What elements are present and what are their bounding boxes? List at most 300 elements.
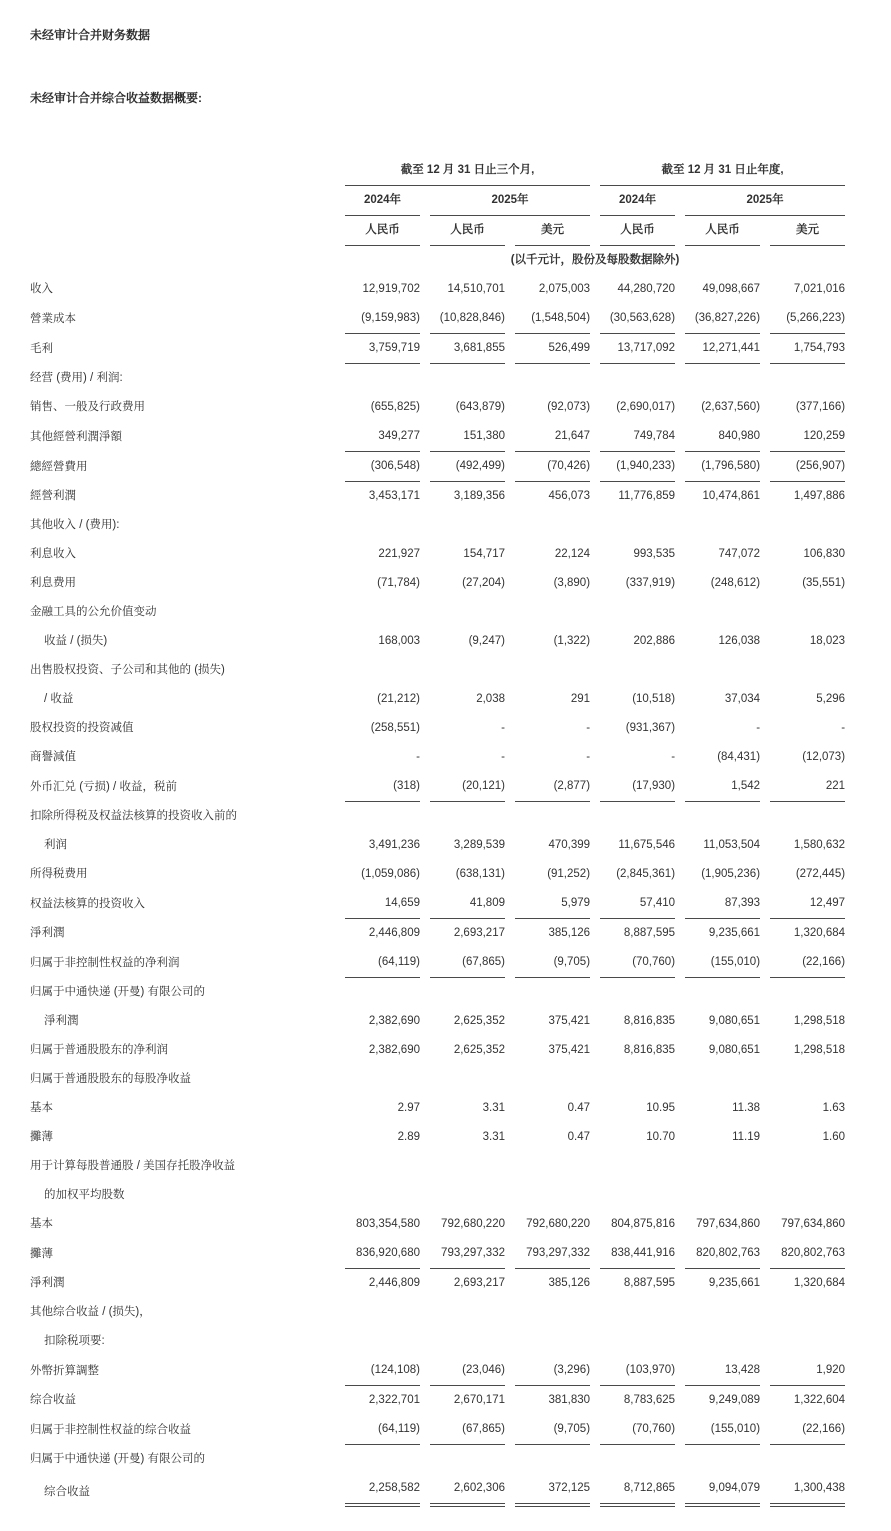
cell-value bbox=[345, 1445, 420, 1474]
cell-value: 3,491,236 bbox=[368, 839, 420, 851]
cell-value: 375,421 bbox=[548, 1044, 591, 1056]
cell-value: 349,277 bbox=[345, 422, 420, 452]
currency-header: 美元 bbox=[515, 216, 590, 246]
cell-value: 838,441,916 bbox=[600, 1239, 675, 1269]
cell-value: (258,551) bbox=[370, 722, 420, 734]
report-title: 未经审计合并财务数据 bbox=[30, 28, 151, 42]
cell-value: 2.97 bbox=[397, 1102, 420, 1114]
cell-value: - bbox=[501, 751, 505, 763]
row-label: 毛利 bbox=[30, 343, 53, 355]
cell-value: 154,717 bbox=[463, 548, 505, 560]
cell-value: (272,445) bbox=[795, 868, 846, 880]
cell-value: (71,784) bbox=[377, 577, 420, 589]
cell-value: (1,905,236) bbox=[701, 868, 761, 880]
cell-value: (1,548,504) bbox=[515, 304, 590, 334]
table-row bbox=[30, 1445, 845, 1474]
cell-value: 168,003 bbox=[378, 635, 420, 647]
cell-value: 1,497,886 bbox=[793, 490, 846, 502]
cell-value: (306,548) bbox=[345, 452, 420, 482]
cell-value: 385,126 bbox=[548, 927, 591, 939]
row-label: 其他综合收益 / (损失)， bbox=[30, 1306, 151, 1318]
cell-value bbox=[345, 1181, 420, 1210]
cell-value bbox=[770, 1065, 845, 1094]
cell-value: 1,322,604 bbox=[793, 1394, 846, 1406]
table-row bbox=[30, 393, 845, 422]
cell-value: 5,979 bbox=[515, 889, 590, 919]
cell-value bbox=[430, 364, 505, 393]
cell-value bbox=[685, 656, 760, 685]
cell-value bbox=[685, 364, 760, 393]
cell-value: (9,705) bbox=[515, 1415, 590, 1445]
cell-value: (256,907) bbox=[770, 452, 845, 482]
row-label: 淨利潤 bbox=[30, 1277, 65, 1289]
cell-value: 106,830 bbox=[803, 548, 846, 560]
cell-value bbox=[345, 1065, 420, 1094]
table-row bbox=[30, 772, 845, 802]
cell-value: 22,124 bbox=[554, 548, 591, 560]
table-row bbox=[30, 1386, 845, 1415]
table-row bbox=[30, 1007, 845, 1036]
cell-value: 8,887,595 bbox=[623, 927, 676, 939]
cell-value bbox=[515, 656, 590, 685]
cell-value bbox=[770, 1298, 845, 1327]
cell-value bbox=[600, 1181, 675, 1210]
cell-value: (638,131) bbox=[455, 868, 505, 880]
cell-value: - bbox=[671, 751, 676, 763]
cell-value: 797,634,860 bbox=[781, 1218, 846, 1230]
cell-value bbox=[685, 1298, 760, 1327]
cell-value bbox=[430, 656, 505, 685]
cell-value: 381,830 bbox=[548, 1394, 591, 1406]
cell-value bbox=[515, 1181, 590, 1210]
cell-value: (931,367) bbox=[625, 722, 676, 734]
table-row bbox=[30, 685, 845, 714]
cell-value bbox=[515, 1445, 590, 1474]
row-label: 利息费用 bbox=[30, 577, 76, 589]
cell-value: (1,796,580) bbox=[685, 452, 760, 482]
cell-value: (103,970) bbox=[600, 1356, 675, 1386]
cell-value: (17,930) bbox=[600, 772, 675, 802]
cell-value: 2,625,352 bbox=[453, 1044, 505, 1056]
cell-value: 1,920 bbox=[770, 1356, 845, 1386]
table-row bbox=[30, 1152, 845, 1181]
cell-value: 10.95 bbox=[646, 1102, 676, 1114]
cell-value: 2,693,217 bbox=[453, 927, 505, 939]
table-row bbox=[30, 919, 845, 948]
cell-value: (2,637,560) bbox=[701, 401, 761, 413]
cell-value: 9,080,651 bbox=[708, 1015, 761, 1027]
table-row bbox=[30, 1181, 845, 1210]
cell-value: 44,280,720 bbox=[617, 283, 676, 295]
cell-value: 1,754,793 bbox=[770, 334, 845, 364]
cell-value: 9,235,661 bbox=[708, 1277, 761, 1289]
cell-value: (248,612) bbox=[710, 577, 761, 589]
year-group-header: 截至 12 月 31 日止年度, bbox=[600, 156, 845, 186]
cell-value: 1,300,438 bbox=[770, 1474, 845, 1507]
cell-value bbox=[345, 802, 420, 831]
cell-value bbox=[600, 978, 675, 1007]
cell-value bbox=[600, 1152, 675, 1181]
cell-value: 11,776,859 bbox=[618, 490, 676, 502]
cell-value: - bbox=[756, 722, 761, 734]
table-row bbox=[30, 482, 845, 511]
cell-value: 2,693,217 bbox=[453, 1277, 505, 1289]
cell-value: 57,410 bbox=[600, 889, 675, 919]
cell-value: 2,382,690 bbox=[368, 1015, 420, 1027]
cell-value: 87,393 bbox=[685, 889, 760, 919]
cell-value bbox=[770, 978, 845, 1007]
cell-value: (92,073) bbox=[547, 401, 591, 413]
cell-value: 2,258,582 bbox=[345, 1474, 420, 1507]
cell-value: 2,038 bbox=[476, 693, 505, 705]
row-label: 归属于中通快递 (开曼) 有限公司的 bbox=[30, 986, 206, 998]
cell-value: 456,073 bbox=[548, 490, 591, 502]
cell-value bbox=[430, 511, 505, 540]
cell-value: 3,189,356 bbox=[453, 490, 505, 502]
cell-value bbox=[345, 598, 420, 627]
cell-value: (377,166) bbox=[795, 401, 846, 413]
cell-value: 0.47 bbox=[567, 1102, 591, 1114]
row-label: 出售股权投资、子公司和其他的 (损失) bbox=[30, 664, 225, 676]
cell-value bbox=[430, 1065, 505, 1094]
cell-value: (124,108) bbox=[345, 1356, 420, 1386]
cell-value: 793,297,332 bbox=[515, 1239, 590, 1269]
cell-value: - bbox=[416, 751, 420, 763]
cell-value bbox=[770, 802, 845, 831]
cell-value: 3,681,855 bbox=[430, 334, 505, 364]
table-row bbox=[30, 656, 845, 685]
row-label: 淨利潤 bbox=[30, 927, 65, 939]
cell-value bbox=[430, 1327, 505, 1356]
cell-value: 5,296 bbox=[816, 693, 846, 705]
cell-value: 526,499 bbox=[515, 334, 590, 364]
row-label: 經營利潤 bbox=[30, 490, 76, 502]
cell-value: 202,886 bbox=[633, 635, 676, 647]
cell-value bbox=[600, 1445, 675, 1474]
cell-value: - bbox=[841, 722, 846, 734]
cell-value: 8,712,865 bbox=[600, 1474, 675, 1507]
currency-header: 人民币 bbox=[345, 216, 420, 246]
cell-value: 126,038 bbox=[718, 635, 761, 647]
year-header-fy-2025: 2025年 bbox=[685, 186, 845, 216]
cell-value: (492,499) bbox=[430, 452, 505, 482]
cell-value: (2,845,361) bbox=[616, 868, 676, 880]
cell-value bbox=[345, 978, 420, 1007]
row-label: 淨利潤 bbox=[44, 1015, 79, 1027]
cell-value: (1,322) bbox=[553, 635, 591, 647]
cell-value: (70,760) bbox=[600, 948, 675, 978]
cell-value bbox=[515, 598, 590, 627]
cell-value bbox=[600, 656, 675, 685]
table-row bbox=[30, 627, 845, 656]
cell-value: (36,827,226) bbox=[685, 304, 760, 334]
cell-value: 1,320,684 bbox=[793, 927, 846, 939]
cell-value: 151,380 bbox=[430, 422, 505, 452]
cell-value: 2,446,809 bbox=[368, 1277, 420, 1289]
cell-value: 11,675,546 bbox=[618, 839, 676, 851]
units-note: (以千元计，股份及每股数据除外) bbox=[510, 254, 680, 266]
table-row bbox=[30, 275, 845, 304]
cell-value bbox=[515, 802, 590, 831]
row-label: 基本 bbox=[30, 1102, 53, 1114]
cell-value bbox=[430, 1152, 505, 1181]
row-label: 的加权平均股数 bbox=[44, 1189, 125, 1201]
table-row bbox=[30, 598, 845, 627]
row-label: 收入 bbox=[30, 283, 53, 295]
cell-value: 291 bbox=[570, 693, 591, 705]
table-row bbox=[30, 860, 845, 889]
cell-value bbox=[685, 802, 760, 831]
row-label: 商譽減值 bbox=[30, 751, 76, 763]
cell-value: (67,865) bbox=[430, 948, 505, 978]
cell-value: 792,680,220 bbox=[441, 1218, 505, 1230]
table-row bbox=[30, 1474, 845, 1507]
cell-value: 3,289,539 bbox=[453, 839, 505, 851]
cell-value: 747,072 bbox=[718, 548, 761, 560]
cell-value: - bbox=[586, 751, 591, 763]
group-header-row bbox=[30, 156, 845, 186]
currency-header: 人民币 bbox=[600, 216, 675, 246]
row-label: 攤薄 bbox=[30, 1131, 53, 1143]
spacer-cell bbox=[30, 156, 335, 186]
cell-value: 3,453,171 bbox=[368, 490, 420, 502]
cell-value: (22,166) bbox=[770, 948, 845, 978]
cell-value: 13,428 bbox=[685, 1356, 760, 1386]
cell-value: 803,354,580 bbox=[356, 1218, 420, 1230]
cell-value: 470,399 bbox=[548, 839, 591, 851]
cell-value: (643,879) bbox=[455, 401, 505, 413]
table-row bbox=[30, 304, 845, 334]
cell-value: (5,266,223) bbox=[770, 304, 845, 334]
cell-value: (67,865) bbox=[430, 1415, 505, 1445]
cell-value bbox=[430, 802, 505, 831]
table-row bbox=[30, 511, 845, 540]
cell-value: (337,919) bbox=[625, 577, 676, 589]
table-row bbox=[30, 1123, 845, 1152]
year-header-row bbox=[30, 186, 845, 216]
cell-value: 221,927 bbox=[378, 548, 420, 560]
row-label: 归属于非控制性权益的综合收益 bbox=[30, 1424, 191, 1436]
table-row bbox=[30, 1036, 845, 1065]
cell-value bbox=[345, 1327, 420, 1356]
row-label: 归属于普通股股东的每股净收益 bbox=[30, 1073, 191, 1085]
cell-value bbox=[685, 1181, 760, 1210]
cell-value: 797,634,860 bbox=[696, 1218, 761, 1230]
cell-value: 221 bbox=[770, 772, 845, 802]
cell-value: 12,271,441 bbox=[685, 334, 760, 364]
cell-value: 3.31 bbox=[482, 1102, 505, 1114]
cell-value: (22,166) bbox=[770, 1415, 845, 1445]
row-label: 其他收入 / (费用): bbox=[30, 519, 120, 531]
cell-value: 10,474,861 bbox=[702, 490, 761, 502]
cell-value: 840,980 bbox=[685, 422, 760, 452]
cell-value bbox=[430, 598, 505, 627]
row-label: 利息收入 bbox=[30, 548, 76, 560]
cell-value: 7,021,016 bbox=[793, 283, 846, 295]
row-label: 综合收益 bbox=[30, 1394, 76, 1406]
cell-value: 10.70 bbox=[646, 1131, 676, 1143]
cell-value: (10,518) bbox=[632, 693, 676, 705]
cell-value: 372,125 bbox=[515, 1474, 590, 1507]
cell-value bbox=[345, 1152, 420, 1181]
cell-value: 1,298,518 bbox=[793, 1015, 846, 1027]
cell-value: (12,073) bbox=[802, 751, 846, 763]
row-label: 扣除税项要: bbox=[44, 1335, 105, 1347]
cell-value bbox=[345, 511, 420, 540]
cell-value: (2,877) bbox=[515, 772, 590, 802]
cell-value bbox=[685, 598, 760, 627]
cell-value bbox=[685, 978, 760, 1007]
cell-value: 2.89 bbox=[397, 1131, 420, 1143]
table-body bbox=[30, 275, 845, 1507]
year-header-q-2025: 2025年 bbox=[430, 186, 590, 216]
income-statement-table bbox=[20, 156, 855, 1507]
cell-value: 749,784 bbox=[600, 422, 675, 452]
cell-value: (9,247) bbox=[468, 635, 505, 647]
row-label: 销售、一般及行政费用 bbox=[30, 401, 145, 413]
cell-value: 8,783,625 bbox=[623, 1394, 676, 1406]
cell-value: 11,053,504 bbox=[703, 839, 761, 851]
cell-value: 2,322,701 bbox=[368, 1394, 420, 1406]
table-row bbox=[30, 1327, 845, 1356]
cell-value: (2,690,017) bbox=[616, 401, 676, 413]
cell-value bbox=[515, 1152, 590, 1181]
cell-value: 21,647 bbox=[515, 422, 590, 452]
row-label: 权益法核算的投资收入 bbox=[30, 898, 145, 910]
row-label: 金融工具的公允价值变动 bbox=[30, 606, 157, 618]
cell-value: 8,887,595 bbox=[623, 1277, 676, 1289]
cell-value: 13,717,092 bbox=[600, 334, 675, 364]
currency-header: 人民币 bbox=[685, 216, 760, 246]
row-label: 其他經營利潤淨額 bbox=[30, 431, 122, 443]
row-label: 用于计算每股普通股 / 美国存托股净收益 bbox=[30, 1160, 236, 1172]
cell-value: 14,659 bbox=[345, 889, 420, 919]
cell-value: 9,094,079 bbox=[685, 1474, 760, 1507]
cell-value: (84,431) bbox=[717, 751, 761, 763]
cell-value bbox=[770, 1327, 845, 1356]
row-label: 營業成本 bbox=[30, 313, 76, 325]
cell-value bbox=[600, 802, 675, 831]
cell-value: 0.47 bbox=[567, 1131, 591, 1143]
cell-value bbox=[600, 1298, 675, 1327]
cell-value bbox=[600, 364, 675, 393]
cell-value: 18,023 bbox=[809, 635, 846, 647]
table-row bbox=[30, 452, 845, 482]
table-row bbox=[30, 1415, 845, 1445]
cell-value: 1,320,684 bbox=[793, 1277, 846, 1289]
cell-value bbox=[515, 364, 590, 393]
cell-value: 2,625,352 bbox=[453, 1015, 505, 1027]
cell-value bbox=[515, 1298, 590, 1327]
table-row bbox=[30, 978, 845, 1007]
cell-value: 12,497 bbox=[770, 889, 845, 919]
cell-value: (1,940,233) bbox=[600, 452, 675, 482]
cell-value: 2,602,306 bbox=[430, 1474, 505, 1507]
row-label: / 收益 bbox=[44, 693, 74, 705]
cell-value: 9,235,661 bbox=[708, 927, 761, 939]
table-row bbox=[30, 802, 845, 831]
cell-value bbox=[515, 511, 590, 540]
spacer-cell bbox=[30, 246, 335, 275]
cell-value: (91,252) bbox=[547, 868, 591, 880]
table-row bbox=[30, 422, 845, 452]
table-row bbox=[30, 364, 845, 393]
spacer-cell bbox=[30, 186, 335, 216]
cell-value: (27,204) bbox=[462, 577, 505, 589]
cell-value bbox=[770, 1445, 845, 1474]
cell-value: 820,802,763 bbox=[770, 1239, 845, 1269]
cell-value: 2,382,690 bbox=[368, 1044, 420, 1056]
table-row bbox=[30, 1065, 845, 1094]
cell-value bbox=[770, 656, 845, 685]
cell-value: 1.63 bbox=[822, 1102, 846, 1114]
cell-value: 120,259 bbox=[770, 422, 845, 452]
table-row bbox=[30, 540, 845, 569]
cell-value bbox=[770, 364, 845, 393]
cell-value: 385,126 bbox=[548, 1277, 591, 1289]
cell-value: - bbox=[501, 722, 505, 734]
cell-value bbox=[430, 978, 505, 1007]
cell-value: 9,249,089 bbox=[708, 1394, 761, 1406]
cell-value: (155,010) bbox=[685, 1415, 760, 1445]
cell-value bbox=[600, 1065, 675, 1094]
row-label: 归属于普通股股东的净利润 bbox=[30, 1044, 168, 1056]
table-row bbox=[30, 831, 845, 860]
cell-value: 9,080,651 bbox=[708, 1044, 761, 1056]
cell-value: 804,875,816 bbox=[611, 1218, 676, 1230]
table-row bbox=[30, 948, 845, 978]
cell-value bbox=[770, 598, 845, 627]
cell-value bbox=[685, 1445, 760, 1474]
year-header-q-2024: 2024年 bbox=[345, 186, 420, 216]
cell-value: (10,828,846) bbox=[430, 304, 505, 334]
table-row bbox=[30, 569, 845, 598]
cell-value: 8,816,835 bbox=[623, 1044, 676, 1056]
cell-value: (64,119) bbox=[345, 1415, 420, 1445]
row-label: 归属于非控制性权益的净利润 bbox=[30, 957, 180, 969]
row-label: 收益 / (损失) bbox=[44, 635, 108, 647]
cell-value: (70,760) bbox=[600, 1415, 675, 1445]
cell-value: 1,580,632 bbox=[793, 839, 846, 851]
table-row bbox=[30, 1094, 845, 1123]
cell-value: 12,919,702 bbox=[362, 283, 420, 295]
cell-value: 1,542 bbox=[685, 772, 760, 802]
spacer-cell bbox=[30, 216, 335, 246]
cell-value: (21,212) bbox=[377, 693, 420, 705]
cell-value: 37,034 bbox=[724, 693, 761, 705]
year-header-fy-2024: 2024年 bbox=[600, 186, 675, 216]
cell-value: 792,680,220 bbox=[526, 1218, 591, 1230]
cell-value: (20,121) bbox=[430, 772, 505, 802]
cell-value: 1.60 bbox=[822, 1131, 846, 1143]
cell-value: 2,075,003 bbox=[538, 283, 591, 295]
cell-value bbox=[345, 364, 420, 393]
cell-value: 11.38 bbox=[732, 1102, 761, 1114]
currency-header: 美元 bbox=[770, 216, 845, 246]
cell-value: 11.19 bbox=[732, 1131, 761, 1143]
row-label: 股权投资的投资减值 bbox=[30, 722, 134, 734]
row-label: 归属于中通快递 (开曼) 有限公司的 bbox=[30, 1453, 206, 1465]
cell-value: (9,705) bbox=[515, 948, 590, 978]
cell-value bbox=[770, 1152, 845, 1181]
cell-value: 836,920,680 bbox=[345, 1239, 420, 1269]
currency-header: 人民币 bbox=[430, 216, 505, 246]
cell-value: 2,446,809 bbox=[368, 927, 420, 939]
cell-value: 41,809 bbox=[430, 889, 505, 919]
cell-value bbox=[685, 511, 760, 540]
table-row bbox=[30, 1356, 845, 1386]
row-label: 利润 bbox=[44, 839, 67, 851]
